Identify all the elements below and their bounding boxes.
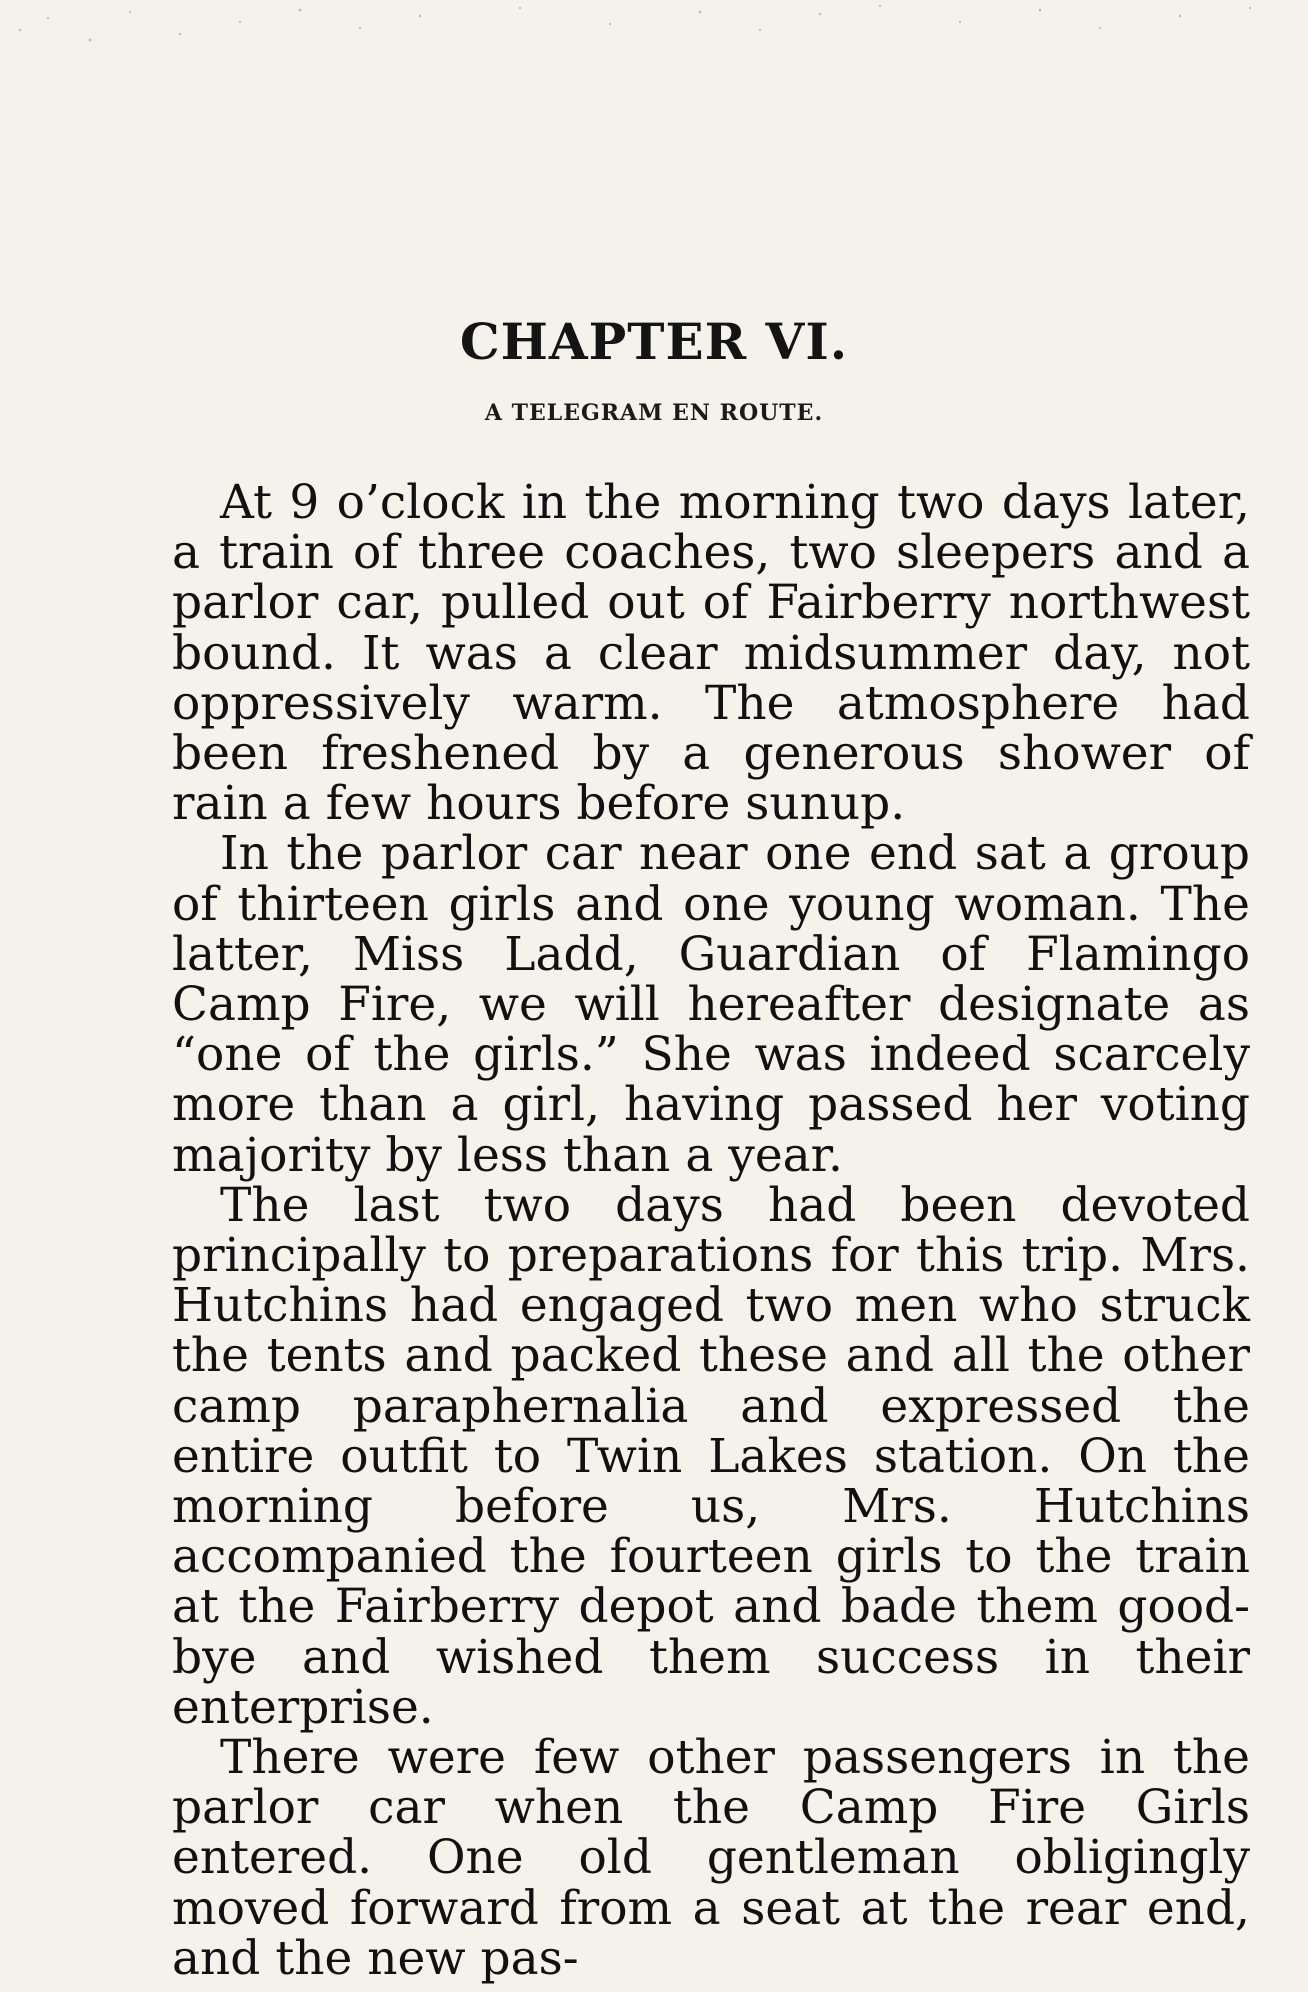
paragraph: The last two days had been devoted principally to preparations for this trip. Mrs. Hutchins had engaged two men who struck the tents and packed these and all the other camp paraphernalia and expressed the entire outfit to Twin Lakes station. On the morning before us, Mrs. Hutchins accompanied the fourteen girls to the train at the Fairberry depot and bade them good-bye and wished them success in their enterprise. (172, 1177, 1250, 1735)
chapter-body (172, 475, 1250, 1986)
chapter-title: CHAPTER VI. (459, 312, 849, 371)
chapter-subtitle: A TELEGRAM EN ROUTE. (484, 400, 824, 426)
paragraph: In the parlor car near one end sat a group of thirteen girls and one young woman. The latter, Miss Ladd, Guardian of Flamingo Camp Fire, we will hereafter designate as “one of the girls.” She was indeed scarcely more than a girl, having passed her voting majority by less than a year. (172, 826, 1250, 1183)
page-edge-specks (0, 0, 1308, 80)
paragraph: There were few other passengers in the parlor car when the Camp Fire Girls entered. One old gentleman obligingly moved forward from a seat at the rear end, and the new pas- (172, 1730, 1250, 1986)
paragraph: At 9 o’clock in the morning two days later, a train of three coaches, two sleepers and a parlor car, pulled out of Fairberry northwest bound. It was a clear midsummer day, not oppressively warm. The atmosphere had been freshened by a generous shower of rain a few hours before sunup. (172, 475, 1250, 832)
